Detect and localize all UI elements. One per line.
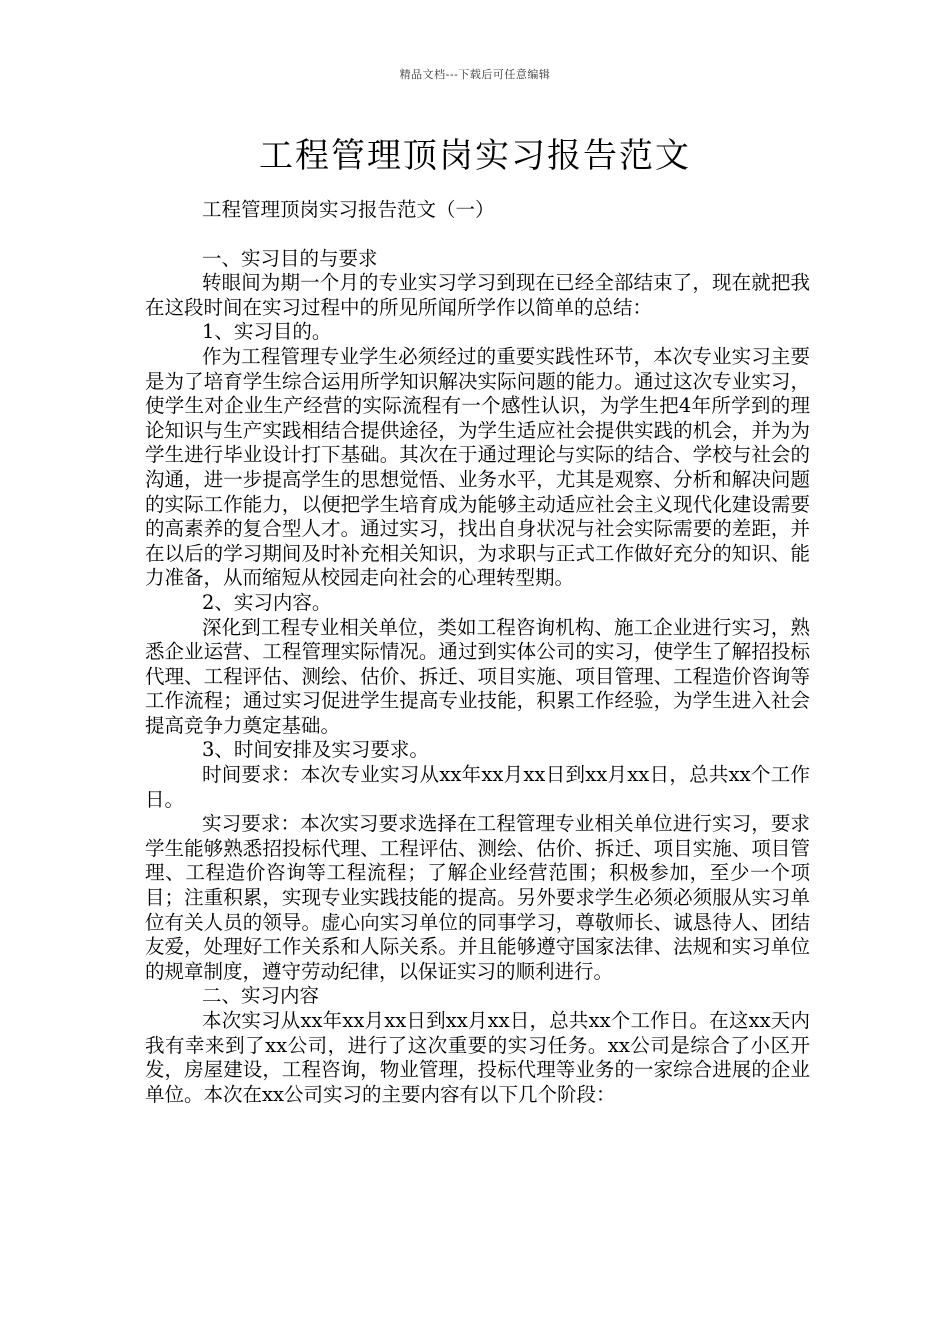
subheading-schedule: 3、时间安排及实习要求。: [202, 738, 429, 762]
section-heading-content: 二、实习内容: [202, 984, 320, 1008]
subtitle: 工程管理顶岗实习报告范文（一）: [202, 198, 495, 221]
document-title: 工程管理顶岗实习报告范文: [259, 136, 691, 176]
paragraph-internship-requirement: 实习要求：本次实习要求选择在工程管理专业相关单位进行实习，要求学生能够熟悉招投标代理、工程评估、测绘、估价、拆迁、项目实施、项目管理、工程造价咨询等工程流程；了解企业经营范围；积极参加，至少一个项目；注重积累，实现专业实践技能的提高。另外要求学生必须必须服从实习单位有关人员的领导。虚心向实习单位的同事学习，尊敬师长、诚恳待人、团结友爱，处理好工作关系和人际关系。并且能够遵守国家法律、法规和实习单位的规章制度，遵守劳动纪律，以保证实习的顺利进行。: [145, 812, 810, 983]
spacer: [145, 223, 810, 247]
paragraph-intro: 转眼间为期一个月的专业实习学习到现在已经全部结束了，现在就把我在这段时间在实习过程中的所见所闻所学作以简单的总结：: [145, 271, 810, 319]
paragraph-content: 深化到工程专业相关单位，类如工程咨询机构、施工企业进行实习，熟悉企业运营、工程管理实际情况。通过到实体公司的实习，使学生了解招投标代理、工程评估、测绘、估价、拆迁、项目实施、项目管理、工程造价咨询等工作流程；通过实习促进学生提高专业技能，积累工作经验，为学生进入社会提高竞争力奠定基础。: [145, 615, 810, 737]
paragraph-internship-content: 本次实习从xx年xx月xx日到xx月xx日，总共xx个工作日。在这xx天内我有幸来到了xx公司，进行了这次重要的实习任务。xx公司是综合了小区开发，房屋建设，工程咨询，物业管理，投标代理等业务的一家综合进展的企业单位。本次在xx公司实习的主要内容有以下几个阶段：: [145, 1009, 810, 1106]
subheading-content: 2、实习内容。: [202, 590, 332, 614]
paragraph-time-requirement: 时间要求：本次专业实习从xx年xx月xx日到xx月xx日，总共xx个工作日。: [145, 763, 810, 811]
header-note: 精品文档---下载后可任意编辑: [399, 68, 551, 81]
paragraph-purpose: 作为工程管理专业学生必须经过的重要实践性环节，本次专业实习主要是为了培育学生综合运用所学知识解决实际问题的能力。通过这次专业实习，使学生对企业生产经营的实际流程有一个感性认识，为学生把4年所学到的理论知识与生产实践相结合提供途径，为学生适应社会提供实践的机会，并为为学生进行毕业设计打下基础。其次在于通过理论与实际的结合、学校与社会的沟通，进一步提高学生的思想觉悟、业务水平，尤其是观察、分析和解决问题的实际工作能力，以便把学生培育成为能够主动适应社会主义现代化建设需要的高素养的复合型人才。通过实习，找出自身状况与社会实际需要的差距，并在以后的学习期间及时补充相关知识，为求职与正式工作做好充分的知识、能力准备，从而缩短从校园走向社会的心理转型期。: [145, 344, 810, 590]
section-heading-purpose: 一、实习目的与要求: [202, 246, 378, 270]
subheading-purpose: 1、实习目的。: [202, 320, 332, 344]
document-body: [145, 198, 810, 1107]
